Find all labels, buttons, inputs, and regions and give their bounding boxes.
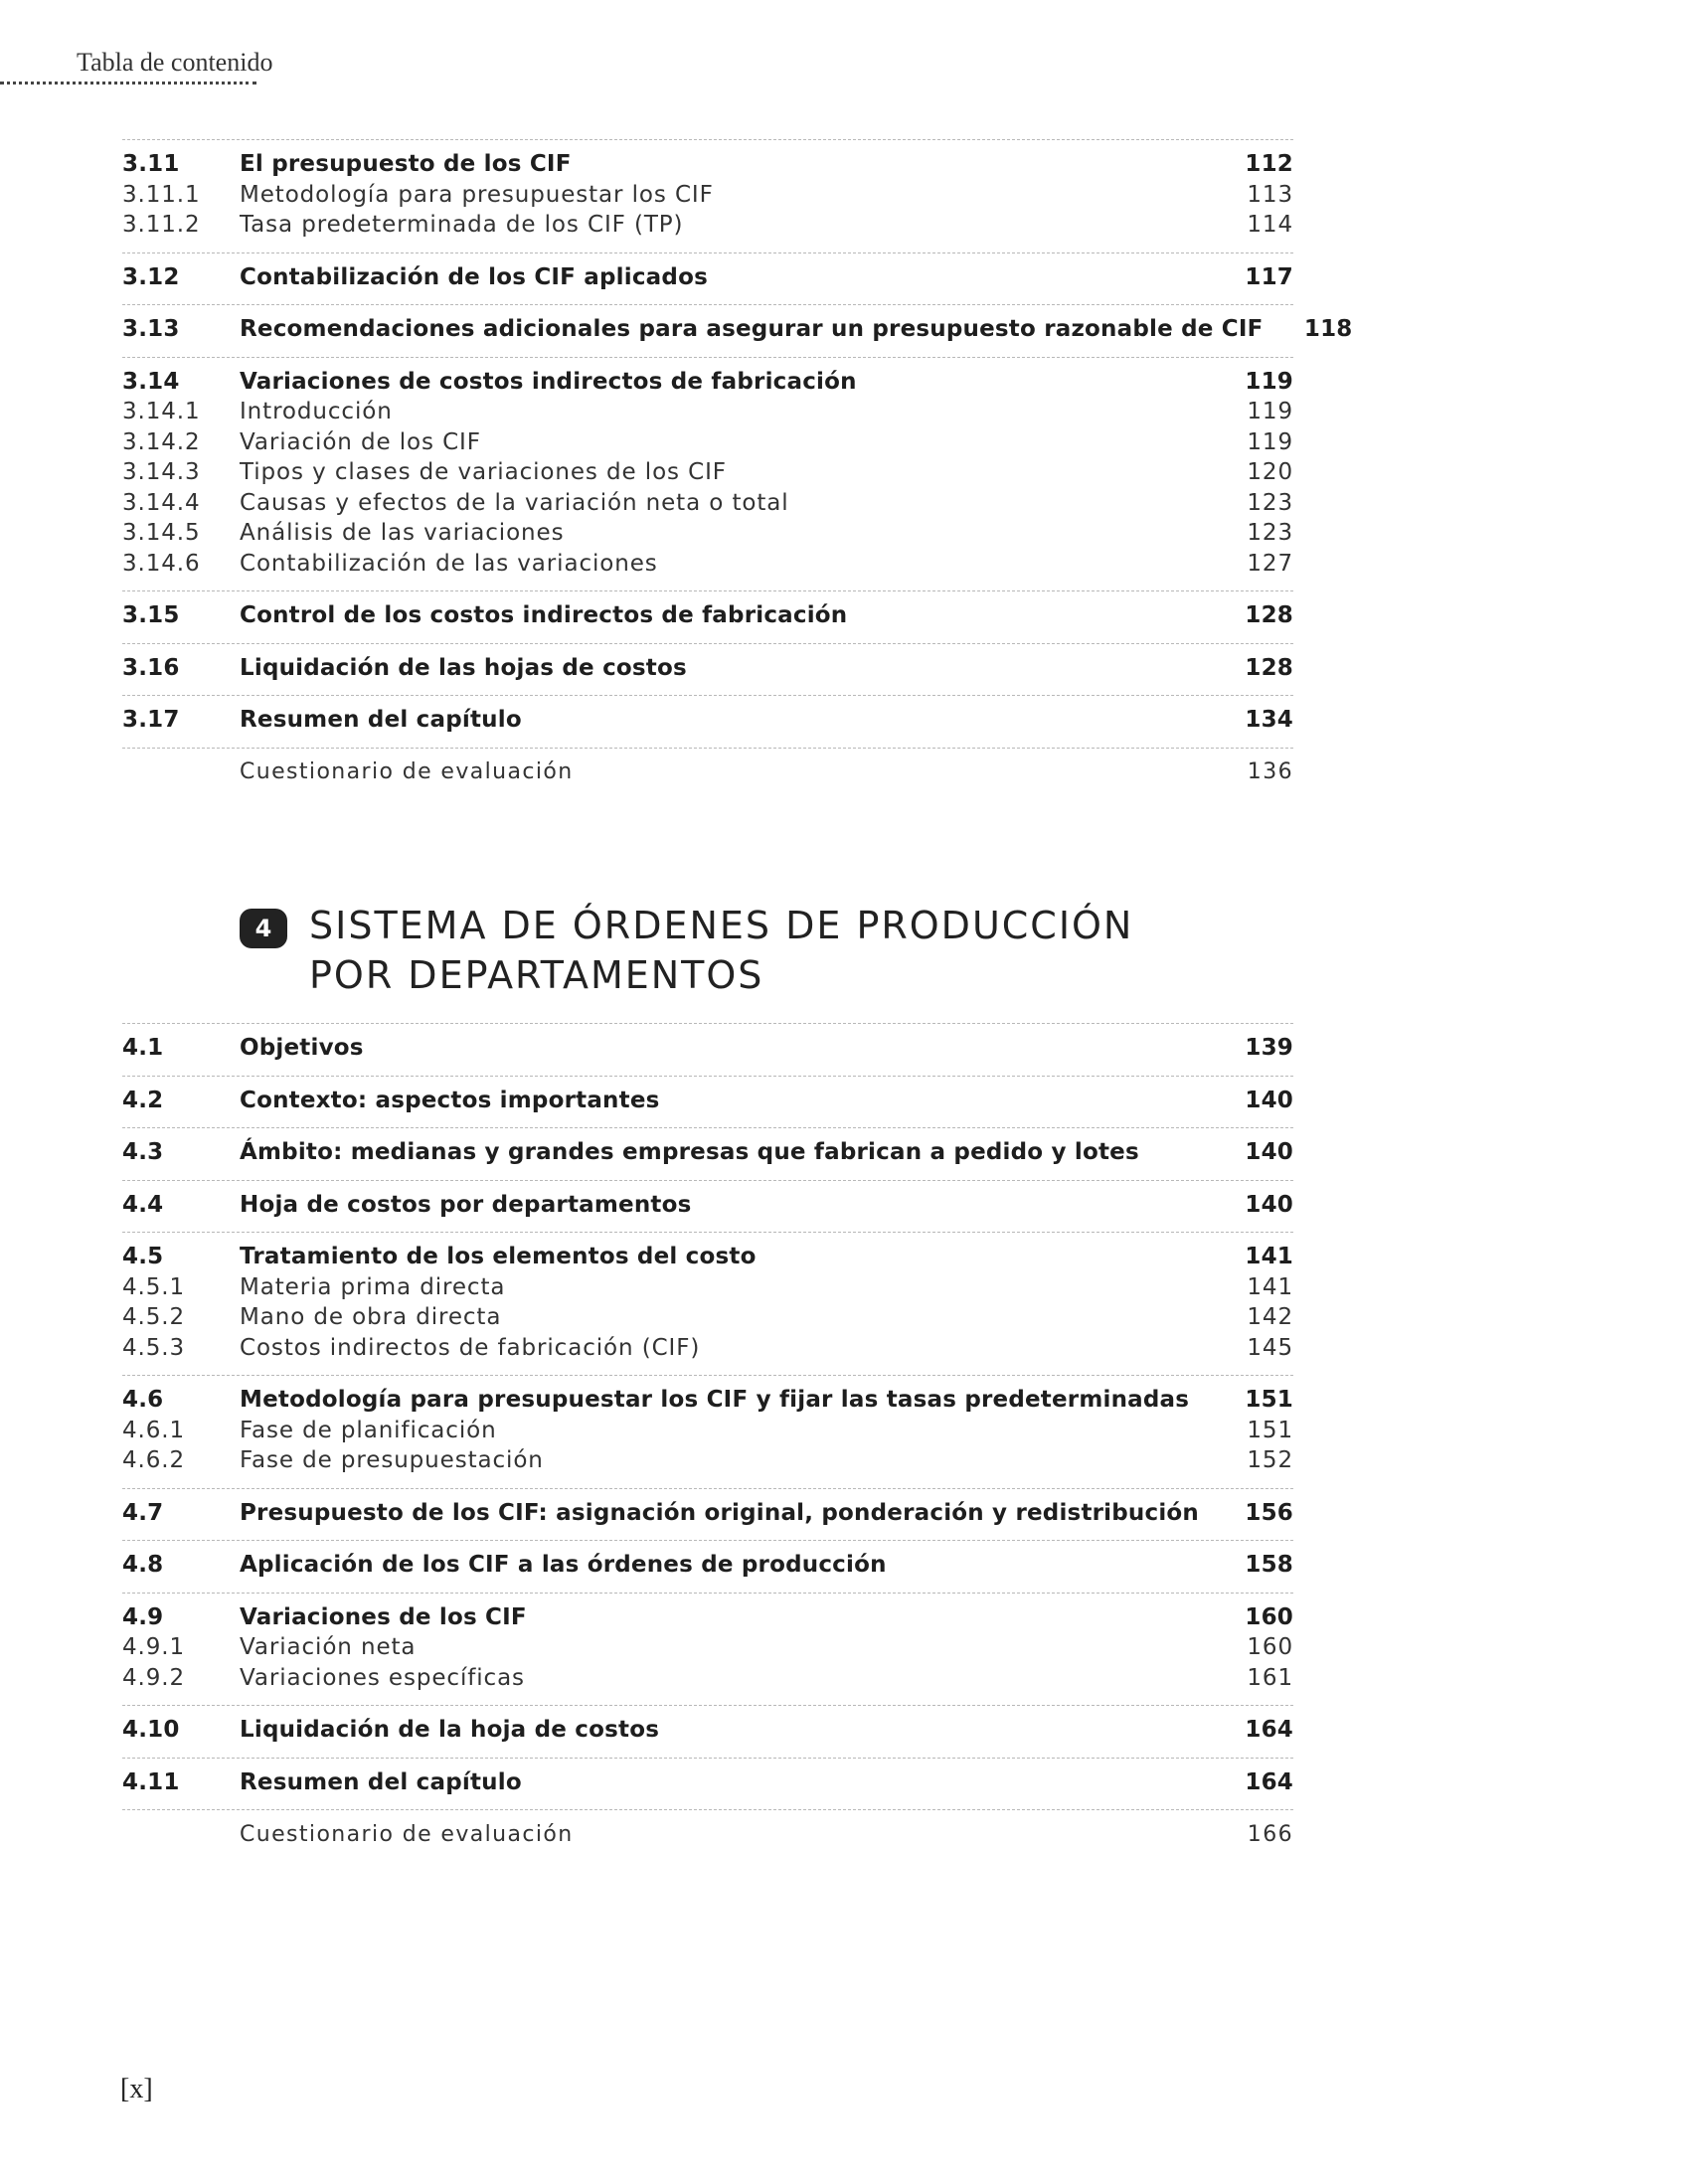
toc-section	[122, 1180, 1293, 1233]
toc-entry-title: Objetivos	[240, 1035, 364, 1061]
chapter-4-heading	[240, 901, 1133, 1000]
toc-entry-page: 123	[1247, 520, 1293, 546]
toc-section	[122, 1127, 1293, 1180]
toc-entry-page: 160	[1247, 1634, 1293, 1660]
toc-section-entry[interactable]	[122, 655, 1293, 686]
toc-entry-title: Recomendaciones adicionales para asegurar un presupuesto razonable de CIF	[240, 316, 1264, 342]
toc-section	[122, 357, 1293, 591]
toc-section-entry[interactable]	[122, 264, 1293, 295]
toc-entry-number: 4.5.1	[122, 1273, 186, 1300]
toc-subsection-entry[interactable]	[122, 1304, 1293, 1335]
toc-entry-number: 3.14.1	[122, 399, 201, 424]
toc-entry-page: 164	[1245, 1768, 1293, 1795]
toc-entry-page: 123	[1247, 489, 1293, 516]
toc-section-entry[interactable]	[122, 1552, 1293, 1583]
toc-entry-page: 140	[1245, 1139, 1293, 1165]
page-number: [x]	[120, 2074, 153, 2104]
toc-subsection-entry[interactable]	[122, 459, 1293, 490]
toc-entry-title: Resumen del capítulo	[240, 1768, 522, 1795]
toc-subsection-entry[interactable]	[122, 399, 1293, 429]
toc-entry-page: 134	[1245, 707, 1293, 733]
toc-entry-title: Variaciones de los CIF	[240, 1603, 527, 1630]
toc-section-entry[interactable]	[122, 1088, 1293, 1118]
toc-entry-number: 4.5	[122, 1244, 164, 1269]
toc-entry-title: Resumen del capítulo	[240, 707, 522, 733]
toc-section-entry[interactable]	[122, 1604, 1293, 1635]
toc-section-entry[interactable]	[122, 1769, 1293, 1800]
toc-section	[122, 1076, 1293, 1128]
toc-entry-number: 3.14.6	[122, 550, 201, 577]
toc-entry-title: Variación neta	[240, 1634, 417, 1660]
running-header: Tabla de contenido	[77, 48, 273, 77]
toc-entry-title: Liquidación de las hojas de costos	[240, 654, 687, 681]
toc-subsection-entry[interactable]	[122, 1274, 1293, 1305]
toc-entry-number: 3.16	[122, 654, 180, 681]
toc-section	[122, 1488, 1293, 1541]
toc-subsection-entry[interactable]	[122, 1447, 1293, 1478]
toc-entry-number: 3.14.2	[122, 428, 201, 455]
toc-section-entry[interactable]	[122, 316, 1353, 347]
toc-section-entry[interactable]	[122, 1192, 1293, 1223]
toc-entry-page: 166	[1247, 1821, 1293, 1847]
toc-entry-page: 151	[1247, 1417, 1293, 1443]
chapter-number-badge: 4	[240, 909, 287, 948]
toc-section-entry[interactable]	[122, 1500, 1293, 1531]
toc-entry-title: Materia prima directa	[240, 1273, 506, 1300]
toc-entry-page: 141	[1245, 1244, 1293, 1269]
toc-entry-number: 3.14.4	[122, 489, 201, 516]
toc-entry-page: 140	[1245, 1191, 1293, 1218]
toc-entry-title: Liquidación de la hoja de costos	[240, 1717, 660, 1743]
toc-entry-number: 4.10	[122, 1717, 180, 1743]
chapter-title	[309, 901, 1133, 1000]
toc-section	[122, 304, 1353, 357]
toc-entry-title: Contabilización de las variaciones	[240, 550, 658, 577]
toc-subsection-entry[interactable]	[122, 212, 1293, 243]
toc-entry-page: 119	[1247, 428, 1293, 455]
toc-entry-title: Hoja de costos por departamentos	[240, 1191, 692, 1218]
toc-section	[122, 1758, 1293, 1811]
toc-entry-title: El presupuesto de los CIF	[240, 151, 572, 177]
toc-section-entry[interactable]	[122, 1387, 1293, 1418]
toc-entry-title: Costos indirectos de fabricación (CIF)	[240, 1334, 701, 1361]
toc-entry-title: Contexto: aspectos importantes	[240, 1087, 660, 1113]
toc-subsection-entry[interactable]	[122, 1634, 1293, 1665]
toc-chapter-4	[122, 1023, 1293, 1858]
toc-entry-page: 151	[1245, 1387, 1293, 1413]
toc-entry-number: 3.15	[122, 602, 180, 628]
toc-entry-number: 4.9	[122, 1603, 164, 1630]
toc-subsection-entry[interactable]	[122, 520, 1293, 551]
toc-entry-page: 120	[1247, 459, 1293, 485]
toc-section	[122, 590, 1293, 643]
toc-section	[122, 139, 1293, 252]
toc-entry-title: Variaciones específicas	[240, 1664, 525, 1691]
toc-entry-title: Mano de obra directa	[240, 1304, 502, 1330]
toc-entry-number: 4.9.1	[122, 1634, 186, 1660]
toc-quiz-entry[interactable]	[122, 749, 1293, 796]
toc-subsection-entry[interactable]	[122, 1335, 1293, 1366]
chapter-title-line-1: SISTEMA DE ÓRDENES DE PRODUCCIÓN	[309, 904, 1134, 947]
toc-entry-number: 4.1	[122, 1035, 164, 1061]
toc-section-entry[interactable]	[122, 151, 1293, 182]
toc-section	[122, 1375, 1293, 1488]
toc-subsection-entry[interactable]	[122, 182, 1293, 213]
toc-entry-number: 3.14.5	[122, 520, 201, 546]
toc-entry-number: 3.11.2	[122, 212, 201, 238]
toc-entry-page: 127	[1247, 550, 1293, 577]
toc-entry-title: Cuestionario de evaluación	[240, 759, 574, 784]
header-dotted-rule	[0, 82, 256, 84]
toc-entry-title: Causas y efectos de la variación neta o total	[240, 489, 789, 516]
toc-entry-page: 139	[1245, 1035, 1293, 1061]
toc-section-entry[interactable]	[122, 1244, 1293, 1274]
toc-section	[122, 1705, 1293, 1758]
toc-entry-title: Metodología para presupuestar los CIF	[240, 181, 714, 208]
toc-entry-number: 4.3	[122, 1139, 164, 1165]
toc-entry-number: 3.11	[122, 151, 180, 177]
toc-section-entry[interactable]	[122, 1139, 1293, 1170]
toc-entry-title: Aplicación de los CIF a las órdenes de producción	[240, 1552, 887, 1578]
toc-section	[122, 643, 1293, 696]
toc-entry-number: 4.5.3	[122, 1334, 186, 1361]
toc-entry-number: 3.17	[122, 707, 180, 733]
toc-entry-page: 117	[1245, 263, 1293, 290]
toc-section	[122, 695, 1293, 749]
toc-entry-title: Fase de planificación	[240, 1417, 497, 1443]
toc-entry-number: 3.11.1	[122, 181, 201, 208]
toc-entry-number: 4.8	[122, 1552, 164, 1578]
toc-entry-number: 4.9.2	[122, 1664, 186, 1691]
toc-entry-page: 141	[1247, 1273, 1293, 1300]
toc-entry-page: 112	[1245, 151, 1293, 177]
toc-entry-title: Tipos y clases de variaciones de los CIF	[240, 459, 727, 485]
toc-entry-page: 119	[1247, 399, 1293, 424]
toc-entry-title: Contabilización de los CIF aplicados	[240, 263, 708, 290]
toc-entry-title: Control de los costos indirectos de fabricación	[240, 602, 848, 628]
toc-entry-title: Fase de presupuestación	[240, 1447, 544, 1473]
toc-entry-page: 156	[1245, 1499, 1293, 1526]
toc-entry-title: Introducción	[240, 399, 393, 424]
toc-entry-title: Variación de los CIF	[240, 428, 481, 455]
toc-entry-page: 161	[1247, 1664, 1293, 1691]
toc-entry-page: 114	[1247, 212, 1293, 238]
toc-entry-page: 152	[1247, 1447, 1293, 1473]
toc-entry-number: 4.5.2	[122, 1304, 186, 1330]
toc-section-entry[interactable]	[122, 369, 1293, 400]
toc-subsection-entry[interactable]	[122, 551, 1293, 582]
toc-subsection-entry[interactable]	[122, 1418, 1293, 1448]
toc-subsection-entry[interactable]	[122, 429, 1293, 460]
toc-entry-number: 3.14.3	[122, 459, 201, 485]
toc-entry-page: 119	[1245, 368, 1293, 395]
toc-entry-number: 4.6.2	[122, 1447, 186, 1473]
toc-section-entry[interactable]	[122, 602, 1293, 633]
toc-entry-number: 3.14	[122, 368, 180, 395]
toc-section-entry[interactable]	[122, 1035, 1293, 1066]
toc-entry-page: 128	[1245, 654, 1293, 681]
toc-entry-title: Tratamiento de los elementos del costo	[240, 1244, 757, 1269]
toc-entry-number: 4.4	[122, 1191, 164, 1218]
toc-entry-number: 4.7	[122, 1499, 164, 1526]
toc-chapter-3-continued	[122, 139, 1353, 796]
toc-entry-page: 113	[1247, 181, 1293, 208]
toc-entry-number: 4.11	[122, 1768, 180, 1795]
toc-entry-page: 118	[1303, 316, 1353, 342]
toc-section	[122, 1023, 1293, 1076]
toc-entry-page: 128	[1245, 602, 1293, 628]
toc-entry-title: Variaciones de costos indirectos de fabricación	[240, 368, 857, 395]
toc-section	[122, 252, 1293, 305]
toc-entry-page: 140	[1245, 1087, 1293, 1113]
toc-entry-title: Tasa predeterminada de los CIF (TP)	[240, 212, 684, 238]
toc-section	[122, 1232, 1293, 1375]
toc-subsection-entry[interactable]	[122, 1665, 1293, 1696]
toc-section	[122, 1593, 1293, 1706]
toc-entry-number: 4.2	[122, 1087, 164, 1113]
toc-entry-page: 164	[1245, 1717, 1293, 1743]
toc-entry-title: Ámbito: medianas y grandes empresas que fabrican a pedido y lotes	[240, 1139, 1139, 1165]
toc-section	[122, 1540, 1293, 1593]
toc-entry-page: 160	[1245, 1603, 1293, 1630]
toc-entry-number: 3.12	[122, 263, 180, 290]
toc-entry-title: Presupuesto de los CIF: asignación original, ponderación y redistribución	[240, 1499, 1199, 1526]
toc-subsection-entry[interactable]	[122, 490, 1293, 521]
toc-section-entry[interactable]	[122, 707, 1293, 738]
toc-entry-title: Metodología para presupuestar los CIF y fijar las tasas predeterminadas	[240, 1387, 1190, 1413]
toc-entry-number: 4.6.1	[122, 1417, 186, 1443]
toc-entry-number: 4.6	[122, 1387, 164, 1413]
toc-entry-title: Análisis de las variaciones	[240, 520, 565, 546]
toc-entry-page: 158	[1245, 1552, 1293, 1578]
toc-entry-title: Cuestionario de evaluación	[240, 1821, 574, 1847]
toc-entry-page: 142	[1247, 1304, 1293, 1330]
toc-entry-page: 145	[1247, 1334, 1293, 1361]
toc-section-entry[interactable]	[122, 1717, 1293, 1748]
toc-quiz-entry[interactable]	[122, 1810, 1293, 1858]
toc-entry-number: 3.13	[122, 316, 180, 342]
chapter-title-line-2: POR DEPARTAMENTOS	[309, 953, 764, 997]
toc-entry-page: 136	[1247, 759, 1293, 784]
